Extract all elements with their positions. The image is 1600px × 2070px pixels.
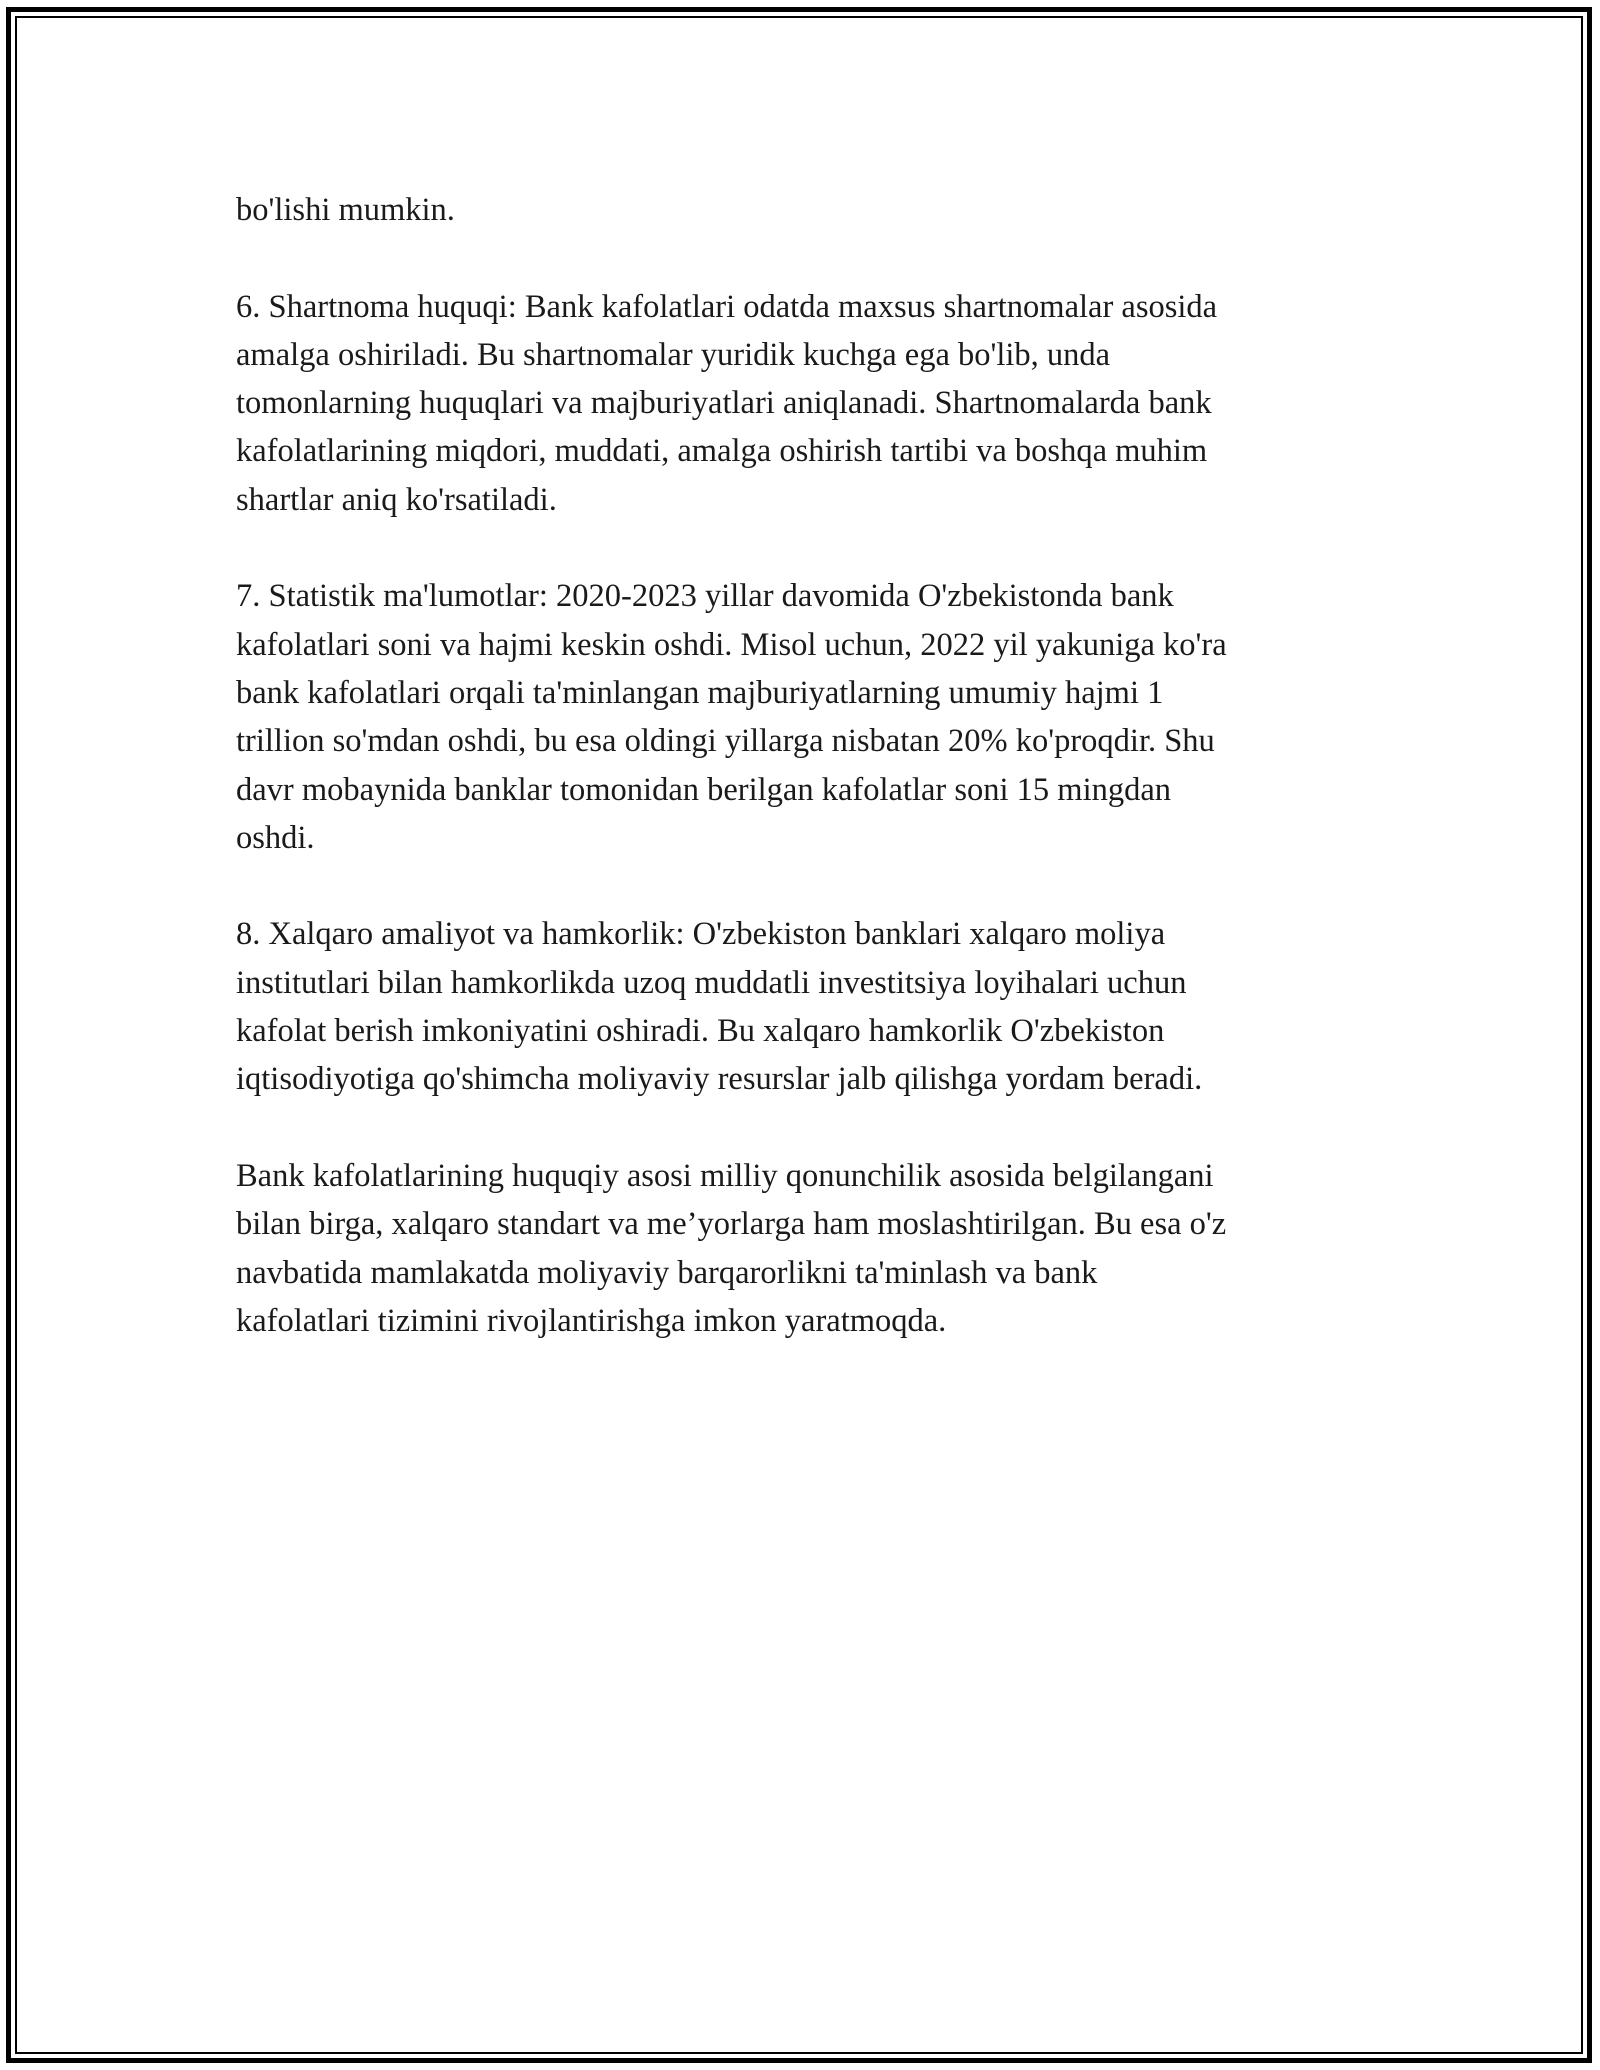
text-line: 7. Statistik ma'lumotlar: 2020-2023 yillar davomida O'zbekistonda bank bbox=[236, 578, 1174, 615]
text-line: oshdi. bbox=[236, 819, 315, 856]
text-line: institutlari bilan hamkorlikda uzoq muddatli investitsiya loyihalari uchun bbox=[236, 964, 1187, 1001]
text-line: navbatida mamlakatda moliyaviy barqarorlikni ta'minlash va bank bbox=[236, 1254, 1098, 1291]
document-body bbox=[236, 186, 1386, 1393]
paragraph-conclusion bbox=[236, 1152, 1386, 1345]
paragraph-statistics bbox=[236, 572, 1386, 862]
text-line: bilan birga, xalqaro standart va me’yorlarga ham moslashtirilgan. Bu esa o'z bbox=[236, 1206, 1227, 1243]
text-line: kafolatlari soni va hajmi keskin oshdi. Misol uchun, 2022 yil yakuniga ko'ra bbox=[236, 626, 1227, 663]
text-line: shartlar aniq ko'rsatiladi. bbox=[236, 481, 557, 518]
text-line: kafolat berish imkoniyatini oshiradi. Bu xalqaro hamkorlik O'zbekiston bbox=[236, 1013, 1165, 1050]
text-line: Bank kafolatlarining huquqiy asosi milliy qonunchilik asosida belgilangani bbox=[236, 1157, 1214, 1194]
text-line: 8. Xalqaro amaliyot va hamkorlik: O'zbekiston banklari xalqaro moliya bbox=[236, 916, 1166, 953]
text-line: iqtisodiyotiga qo'shimcha moliyaviy resurslar jalb qilishga yordam beradi. bbox=[236, 1061, 1203, 1098]
text-line: 6. Shartnoma huquqi: Bank kafolatlari odatda maxsus shartnomalar asosida bbox=[236, 288, 1218, 325]
text-line: kafolatlari tizimini rivojlantirishga imkon yaratmoqda. bbox=[236, 1302, 947, 1339]
text-line: davr mobaynida banklar tomonidan berilgan kafolatlar soni 15 mingdan bbox=[236, 771, 1172, 808]
text-line: kafolatlarining miqdori, muddati, amalga oshirish tartibi va boshqa muhim bbox=[236, 433, 1208, 470]
text-line: tomonlarning huquqlari va majburiyatlari aniqlanadi. Shartnomalarda bank bbox=[236, 385, 1212, 422]
text-line: bank kafolatlari orqali ta'minlangan majburiyatlarning umumiy hajmi 1 bbox=[236, 674, 1164, 711]
text-line: bo'lishi mumkin. bbox=[236, 192, 455, 228]
paragraph-continuation bbox=[236, 186, 1386, 234]
paragraph-contract-law bbox=[236, 283, 1386, 524]
text-line: amalga oshiriladi. Bu shartnomalar yuridik kuchga ega bo'lib, unda bbox=[236, 336, 1111, 373]
paragraph-international-cooperation bbox=[236, 910, 1386, 1103]
text-line: trillion so'mdan oshdi, bu esa oldingi yillarga nisbatan 20% ko'proqdir. Shu bbox=[236, 723, 1215, 760]
